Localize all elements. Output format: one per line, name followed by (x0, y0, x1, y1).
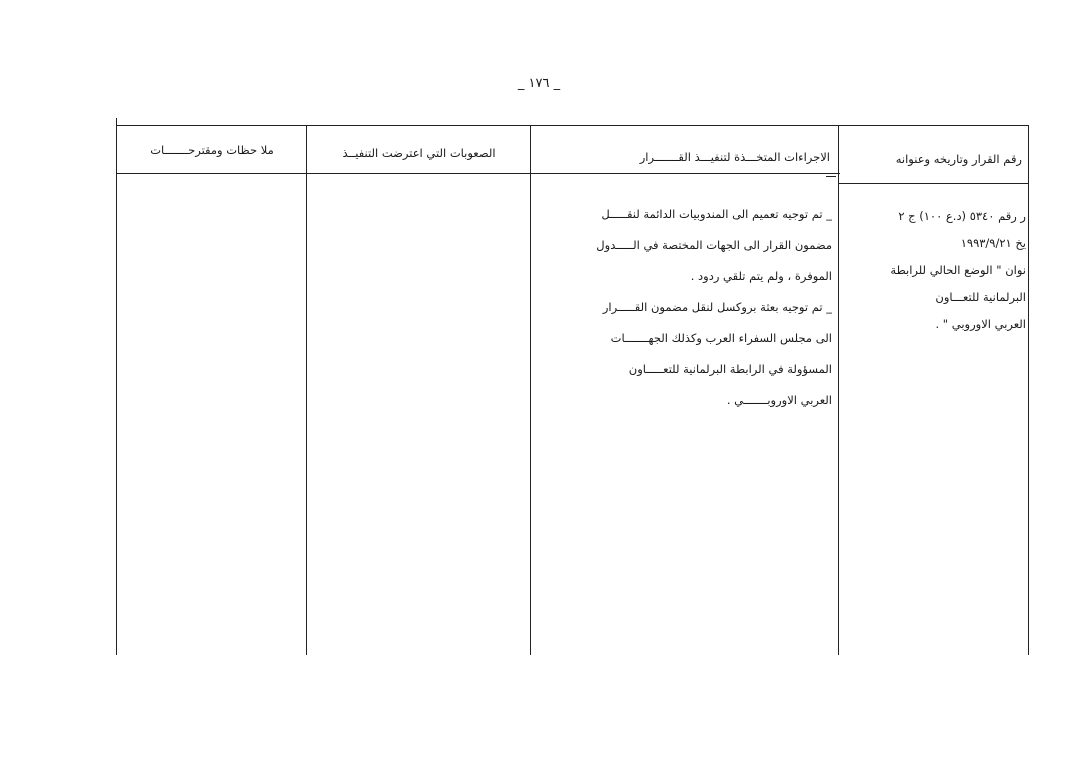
action-line: _ تم توجيه تعميم الى المندوبيات الدائمة لنقـــــل (601, 207, 832, 221)
decision-line: ر رقم ٥٣٤٠ (د.ع ١٠٠) ج ٢ (898, 209, 1026, 223)
header-difficulties: الصعوبات التي اعترضت التنفيــذ (342, 146, 496, 160)
decision-line: البرلمانية للتعـــاون (935, 290, 1026, 304)
table-right-border (1028, 125, 1029, 655)
table-header-border-right (838, 183, 1028, 184)
action-line: المسؤولة في الرابطة البرلمانية للتعـــــاون (628, 362, 832, 376)
table-left-border (116, 118, 117, 655)
decision-line: يخ ١٩٩٣/٩/٢١ (960, 236, 1026, 250)
decision-info-cell (842, 203, 1026, 338)
header-remarks: ملا حظات ومقترحـــــــات (150, 143, 274, 157)
decision-line: العربي الاوروبي " . (935, 317, 1026, 331)
header-decision-number: رقم القرار وتاريخه وعنوانه (895, 152, 1022, 166)
action-line: العربي الاوروبـــــــي . (726, 393, 832, 407)
table-header-border (117, 173, 840, 174)
table-top-border (117, 125, 1028, 126)
action-line: _ تم توجيه بعثة بروكسل لنقل مضمون القـــــرار (602, 300, 832, 314)
remarks-cell (118, 180, 304, 650)
difficulties-cell (308, 180, 528, 650)
column-divider-1-2 (838, 125, 839, 655)
column-divider-2-3 (530, 125, 531, 655)
action-line: الموفرة ، ولم يتم تلقي ردود . (690, 269, 832, 283)
header-tick (826, 176, 836, 177)
action-line: الى مجلس السفراء العرب وكذلك الجهـــــــات (610, 331, 832, 345)
action-line: مضمون القرار الى الجهات المختصة في الـــــدول (596, 238, 832, 252)
decision-line: نوان " الوضع الحالي للرابطة (890, 263, 1026, 277)
column-divider-3-4 (306, 125, 307, 655)
page-number: _ ١٧٦ _ (517, 76, 561, 91)
actions-cell (536, 199, 832, 416)
header-actions-taken: الاجراءات المتخـــذة لتنفيـــذ القـــــــرار (639, 150, 830, 164)
